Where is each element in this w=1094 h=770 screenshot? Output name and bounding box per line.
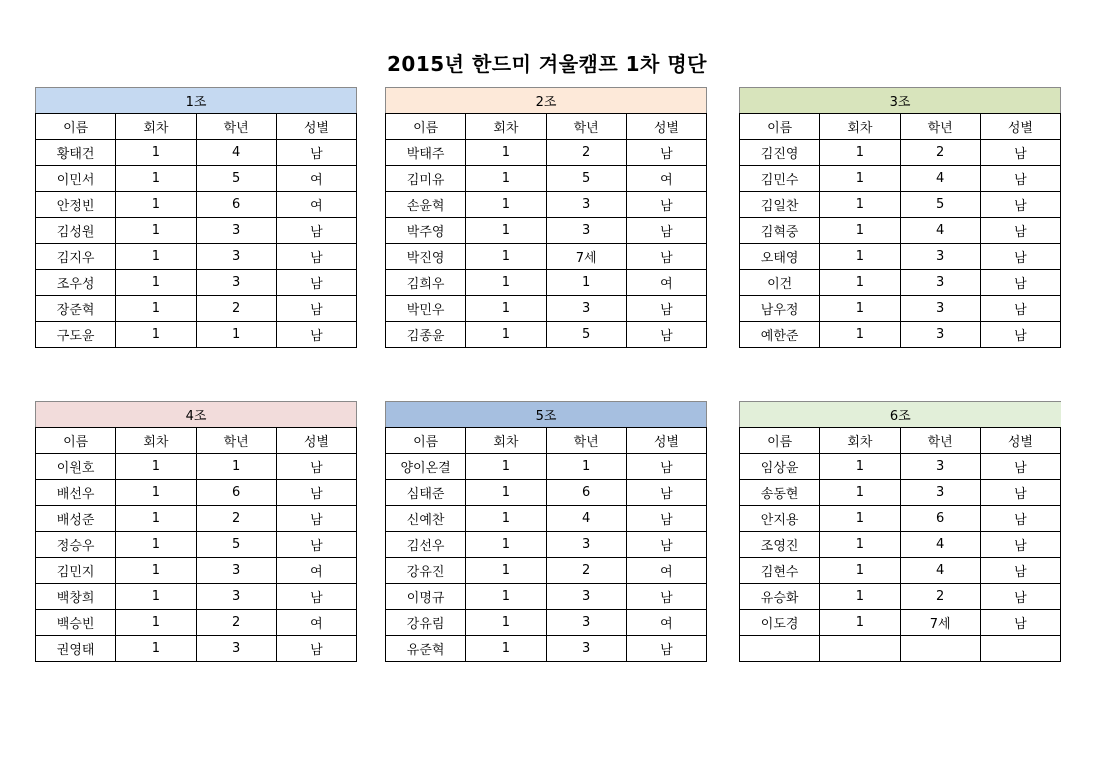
table-row [386, 296, 707, 322]
table-row [36, 166, 357, 192]
cell-session [820, 636, 900, 662]
table-row [740, 480, 1061, 506]
cell-grade: 3 [546, 584, 626, 610]
cell-gender: 남 [980, 218, 1060, 244]
cell-grade: 3 [196, 558, 276, 584]
cell-grade: 3 [546, 218, 626, 244]
cell-grade: 2 [196, 506, 276, 532]
cell-grade: 1 [546, 270, 626, 296]
cell-session: 1 [116, 454, 196, 480]
cell-name: 김희우 [386, 270, 466, 296]
cell-grade: 7세 [546, 244, 626, 270]
cell-grade: 5 [546, 322, 626, 348]
cell-gender: 남 [276, 322, 356, 348]
column-header-gender: 성별 [276, 114, 356, 140]
cell-grade: 3 [546, 636, 626, 662]
cell-gender: 남 [276, 532, 356, 558]
cell-grade: 5 [546, 166, 626, 192]
column-header-grade: 학년 [196, 428, 276, 454]
cell-session: 1 [116, 636, 196, 662]
cell-name: 조우성 [36, 270, 116, 296]
cell-name: 이건 [740, 270, 820, 296]
cell-session: 1 [466, 610, 546, 636]
table-row [36, 192, 357, 218]
cell-session: 1 [466, 166, 546, 192]
table-row [36, 140, 357, 166]
cell-name: 박민우 [386, 296, 466, 322]
table-row [36, 610, 357, 636]
cell-name: 김지우 [36, 244, 116, 270]
column-header-grade: 학년 [196, 114, 276, 140]
cell-gender: 여 [626, 270, 706, 296]
table-row [386, 584, 707, 610]
cell-grade: 3 [196, 244, 276, 270]
cell-session: 1 [820, 480, 900, 506]
table-row [386, 166, 707, 192]
cell-session: 1 [116, 322, 196, 348]
cell-session: 1 [116, 296, 196, 322]
table-row [740, 636, 1061, 662]
cell-grade: 1 [196, 322, 276, 348]
cell-name: 이명규 [386, 584, 466, 610]
cell-name: 안정빈 [36, 192, 116, 218]
cell-gender: 남 [276, 636, 356, 662]
table-row [740, 558, 1061, 584]
cell-grade: 2 [546, 558, 626, 584]
cell-session: 1 [466, 218, 546, 244]
cell-grade: 4 [196, 140, 276, 166]
cell-gender: 남 [980, 270, 1060, 296]
group-header-row [36, 88, 357, 114]
cell-name: 이도경 [740, 610, 820, 636]
cell-grade: 3 [546, 296, 626, 322]
column-header-gender: 성별 [626, 428, 706, 454]
group-table-1 [35, 87, 357, 348]
cell-session: 1 [466, 558, 546, 584]
cell-name: 강유진 [386, 558, 466, 584]
cell-grade: 3 [196, 584, 276, 610]
table-row [740, 192, 1061, 218]
cell-name: 황태건 [36, 140, 116, 166]
group-name: 3조 [740, 88, 1061, 114]
cell-name: 강유림 [386, 610, 466, 636]
group-header-row [740, 402, 1061, 428]
cell-name: 김성원 [36, 218, 116, 244]
table-row [386, 558, 707, 584]
cell-name [740, 636, 820, 662]
column-header-name: 이름 [36, 428, 116, 454]
group-name: 6조 [740, 402, 1061, 428]
table-row [740, 244, 1061, 270]
group-table-6 [739, 401, 1061, 662]
group-table-4 [35, 401, 357, 662]
cell-session: 1 [116, 480, 196, 506]
column-header-gender: 성별 [980, 428, 1060, 454]
table-row [386, 454, 707, 480]
cell-grade: 3 [546, 610, 626, 636]
cell-gender: 여 [626, 558, 706, 584]
column-header-row [740, 114, 1061, 140]
cell-name: 이민서 [36, 166, 116, 192]
cell-grade: 4 [900, 218, 980, 244]
cell-gender: 남 [626, 244, 706, 270]
cell-name: 김진영 [740, 140, 820, 166]
cell-gender: 남 [980, 322, 1060, 348]
cell-grade [900, 636, 980, 662]
table-row [740, 296, 1061, 322]
cell-gender: 여 [276, 610, 356, 636]
cell-grade: 3 [196, 218, 276, 244]
cell-gender: 남 [626, 192, 706, 218]
table-row [386, 244, 707, 270]
column-header-session: 회차 [466, 428, 546, 454]
column-header-session: 회차 [116, 428, 196, 454]
cell-name: 김일찬 [740, 192, 820, 218]
cell-gender: 남 [276, 270, 356, 296]
column-header-session: 회차 [466, 114, 546, 140]
group-header-row [386, 402, 707, 428]
cell-session: 1 [116, 244, 196, 270]
group-table-5 [385, 401, 707, 662]
cell-grade: 3 [196, 636, 276, 662]
cell-name: 조영진 [740, 532, 820, 558]
cell-gender: 여 [276, 166, 356, 192]
cell-gender: 남 [626, 636, 706, 662]
cell-session: 1 [820, 506, 900, 532]
column-header-row [36, 114, 357, 140]
table-row [386, 218, 707, 244]
cell-gender: 남 [276, 296, 356, 322]
column-header-row [386, 114, 707, 140]
cell-gender: 남 [980, 506, 1060, 532]
table-row [36, 506, 357, 532]
cell-gender: 남 [980, 244, 1060, 270]
column-header-name: 이름 [386, 428, 466, 454]
cell-session: 1 [820, 140, 900, 166]
cell-name: 박주영 [386, 218, 466, 244]
cell-gender: 남 [980, 296, 1060, 322]
cell-gender: 남 [626, 584, 706, 610]
column-header-name: 이름 [386, 114, 466, 140]
table-row [386, 140, 707, 166]
cell-name: 유승화 [740, 584, 820, 610]
cell-name: 임상윤 [740, 454, 820, 480]
cell-session: 1 [116, 140, 196, 166]
table-row [386, 192, 707, 218]
cell-name: 송동현 [740, 480, 820, 506]
cell-name: 권영태 [36, 636, 116, 662]
cell-gender: 남 [276, 480, 356, 506]
cell-grade: 2 [546, 140, 626, 166]
table-row [386, 506, 707, 532]
table-row [740, 506, 1061, 532]
cell-grade: 3 [546, 532, 626, 558]
table-row [36, 322, 357, 348]
cell-gender: 남 [626, 506, 706, 532]
cell-gender: 남 [626, 322, 706, 348]
column-header-grade: 학년 [546, 428, 626, 454]
cell-gender: 남 [276, 584, 356, 610]
cell-name: 심태준 [386, 480, 466, 506]
cell-grade: 4 [546, 506, 626, 532]
cell-gender: 남 [980, 454, 1060, 480]
table-row [740, 270, 1061, 296]
table-row [740, 140, 1061, 166]
cell-session: 1 [820, 610, 900, 636]
group-name: 4조 [36, 402, 357, 428]
table-row [36, 480, 357, 506]
cell-grade: 3 [900, 454, 980, 480]
cell-name: 김혁중 [740, 218, 820, 244]
cell-grade: 1 [196, 454, 276, 480]
cell-session: 1 [116, 532, 196, 558]
cell-session: 1 [820, 244, 900, 270]
column-header-session: 회차 [820, 114, 900, 140]
cell-name: 유준혁 [386, 636, 466, 662]
cell-gender: 남 [980, 532, 1060, 558]
cell-name: 오태영 [740, 244, 820, 270]
cell-gender: 남 [980, 192, 1060, 218]
table-row [386, 532, 707, 558]
cell-grade: 4 [900, 166, 980, 192]
cell-name: 안지용 [740, 506, 820, 532]
cell-session: 1 [116, 506, 196, 532]
cell-grade: 3 [900, 480, 980, 506]
cell-grade: 1 [546, 454, 626, 480]
group-header-row [740, 88, 1061, 114]
cell-name: 백승빈 [36, 610, 116, 636]
cell-grade: 3 [900, 322, 980, 348]
column-header-name: 이름 [740, 428, 820, 454]
cell-session: 1 [466, 296, 546, 322]
table-row [740, 322, 1061, 348]
cell-grade: 2 [196, 610, 276, 636]
table-row [386, 636, 707, 662]
column-header-grade: 학년 [900, 114, 980, 140]
cell-name: 김종윤 [386, 322, 466, 348]
group-header-row [36, 402, 357, 428]
cell-session: 1 [820, 166, 900, 192]
table-row [36, 584, 357, 610]
cell-name: 박태주 [386, 140, 466, 166]
group-table-3 [739, 87, 1061, 348]
cell-session: 1 [466, 192, 546, 218]
cell-name: 백창희 [36, 584, 116, 610]
cell-session: 1 [116, 166, 196, 192]
cell-gender: 남 [980, 558, 1060, 584]
cell-grade: 3 [900, 296, 980, 322]
cell-session: 1 [116, 192, 196, 218]
cell-name: 박진영 [386, 244, 466, 270]
cell-session: 1 [466, 322, 546, 348]
table-row [740, 166, 1061, 192]
cell-grade: 2 [196, 296, 276, 322]
cell-gender: 남 [980, 166, 1060, 192]
cell-session: 1 [820, 558, 900, 584]
cell-session: 1 [466, 480, 546, 506]
table-row [740, 454, 1061, 480]
cell-gender: 여 [626, 166, 706, 192]
column-header-session: 회차 [116, 114, 196, 140]
cell-name: 김민수 [740, 166, 820, 192]
column-header-session: 회차 [820, 428, 900, 454]
cell-gender: 여 [626, 610, 706, 636]
cell-session: 1 [116, 558, 196, 584]
group-name: 1조 [36, 88, 357, 114]
cell-name: 신예찬 [386, 506, 466, 532]
cell-gender: 남 [276, 140, 356, 166]
cell-gender: 남 [980, 140, 1060, 166]
cell-session: 1 [116, 584, 196, 610]
cell-name: 김민지 [36, 558, 116, 584]
cell-gender: 남 [626, 296, 706, 322]
cell-gender: 남 [626, 218, 706, 244]
cell-gender: 남 [276, 506, 356, 532]
table-row [36, 296, 357, 322]
cell-session: 1 [820, 296, 900, 322]
cell-gender: 여 [276, 192, 356, 218]
cell-session: 1 [466, 270, 546, 296]
cell-session: 1 [466, 532, 546, 558]
cell-session: 1 [466, 584, 546, 610]
table-row [36, 532, 357, 558]
cell-name: 김현수 [740, 558, 820, 584]
column-header-name: 이름 [740, 114, 820, 140]
cell-name: 양이온결 [386, 454, 466, 480]
cell-grade: 3 [900, 270, 980, 296]
cell-session: 1 [466, 506, 546, 532]
cell-session: 1 [466, 140, 546, 166]
cell-name: 장준혁 [36, 296, 116, 322]
cell-grade: 6 [900, 506, 980, 532]
table-row [36, 270, 357, 296]
table-row [36, 454, 357, 480]
group-name: 2조 [386, 88, 707, 114]
table-row [386, 610, 707, 636]
column-header-gender: 성별 [276, 428, 356, 454]
cell-gender: 남 [276, 218, 356, 244]
cell-session: 1 [820, 584, 900, 610]
cell-session: 1 [820, 270, 900, 296]
cell-grade: 7세 [900, 610, 980, 636]
cell-grade: 6 [546, 480, 626, 506]
cell-session: 1 [116, 218, 196, 244]
table-row [740, 584, 1061, 610]
cell-session: 1 [820, 218, 900, 244]
table-row [740, 532, 1061, 558]
cell-name: 이원호 [36, 454, 116, 480]
cell-session: 1 [466, 244, 546, 270]
column-header-grade: 학년 [900, 428, 980, 454]
cell-grade: 3 [546, 192, 626, 218]
group-header-row [386, 88, 707, 114]
table-row [386, 270, 707, 296]
cell-grade: 2 [900, 584, 980, 610]
column-header-row [36, 428, 357, 454]
column-header-name: 이름 [36, 114, 116, 140]
column-header-gender: 성별 [980, 114, 1060, 140]
cell-name: 남우정 [740, 296, 820, 322]
cell-gender [980, 636, 1060, 662]
cell-session: 1 [820, 322, 900, 348]
table-row [36, 218, 357, 244]
table-row [36, 636, 357, 662]
cell-gender: 남 [626, 140, 706, 166]
cell-gender: 남 [276, 244, 356, 270]
cell-session: 1 [820, 454, 900, 480]
cell-grade: 6 [196, 192, 276, 218]
group-name: 5조 [386, 402, 707, 428]
cell-grade: 2 [900, 140, 980, 166]
cell-gender: 남 [276, 454, 356, 480]
cell-session: 1 [466, 454, 546, 480]
cell-grade: 3 [196, 270, 276, 296]
cell-gender: 남 [626, 532, 706, 558]
cell-name: 배성준 [36, 506, 116, 532]
cell-session: 1 [116, 270, 196, 296]
page-title: 2015년 한드미 겨울캠프 1차 명단 [387, 52, 707, 76]
cell-grade: 6 [196, 480, 276, 506]
cell-gender: 남 [626, 480, 706, 506]
table-row [740, 610, 1061, 636]
table-row [386, 322, 707, 348]
cell-session: 1 [820, 532, 900, 558]
table-row [36, 244, 357, 270]
cell-gender: 여 [276, 558, 356, 584]
cell-gender: 남 [626, 454, 706, 480]
cell-name: 구도윤 [36, 322, 116, 348]
cell-session: 1 [116, 610, 196, 636]
cell-name: 배선우 [36, 480, 116, 506]
cell-name: 정승우 [36, 532, 116, 558]
cell-grade: 3 [900, 244, 980, 270]
table-row [386, 480, 707, 506]
cell-name: 김선우 [386, 532, 466, 558]
column-header-gender: 성별 [626, 114, 706, 140]
cell-grade: 4 [900, 532, 980, 558]
cell-grade: 5 [196, 532, 276, 558]
table-row [740, 218, 1061, 244]
cell-name: 예한준 [740, 322, 820, 348]
column-header-row [740, 428, 1061, 454]
cell-name: 김미유 [386, 166, 466, 192]
column-header-row [386, 428, 707, 454]
cell-gender: 남 [980, 480, 1060, 506]
cell-grade: 5 [196, 166, 276, 192]
cell-name: 손윤혁 [386, 192, 466, 218]
table-row [36, 558, 357, 584]
cell-gender: 남 [980, 584, 1060, 610]
cell-grade: 5 [900, 192, 980, 218]
cell-session: 1 [820, 192, 900, 218]
cell-session: 1 [466, 636, 546, 662]
column-header-grade: 학년 [546, 114, 626, 140]
group-table-2 [385, 87, 707, 348]
cell-grade: 4 [900, 558, 980, 584]
cell-gender: 남 [980, 610, 1060, 636]
